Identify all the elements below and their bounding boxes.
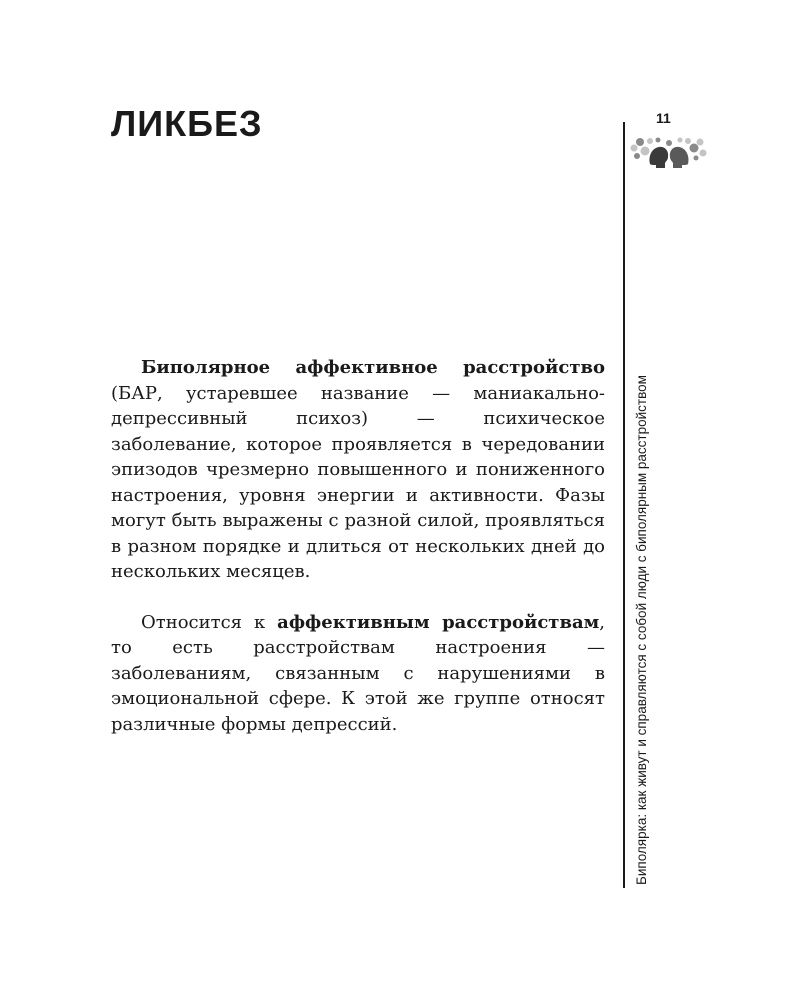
term-affective-disorders: аффективным расстройствам bbox=[277, 611, 600, 633]
term-bipolar-disorder: Биполярное аффективное расстройство bbox=[141, 357, 605, 378]
vertical-rule bbox=[623, 122, 625, 888]
paragraph-definition bbox=[111, 355, 605, 585]
definition-text: (БАР, устаревшее название — маниакально-депрессивный психоз) — психическое заболевание, которое проявляется в чередовании эпизодов чрезмерно повышенного и пониженного настроения, уровня энергии и активности. Фазы могут быть выражены с разной силой, проявляться в разном порядке и длиться от нескольких дней до нескольких месяцев. bbox=[111, 382, 605, 582]
page-number: 11 bbox=[656, 110, 671, 126]
chapter-title: ЛИКБЕЗ bbox=[111, 103, 263, 144]
classification-text-after: , то есть расстройствам настроения — заболеваниям, связанным с нарушениями в эмоциональной сфере. К этой же группе относят различные формы депрессий. bbox=[111, 611, 606, 735]
body-text bbox=[111, 355, 605, 737]
running-title: Биполярка: как живут и справляются с собой люди с биполярным расстройством bbox=[634, 375, 649, 885]
classification-text-before: Относится к bbox=[141, 611, 278, 633]
people-heads-ornament-icon bbox=[628, 134, 710, 172]
paragraph-classification bbox=[111, 610, 605, 738]
